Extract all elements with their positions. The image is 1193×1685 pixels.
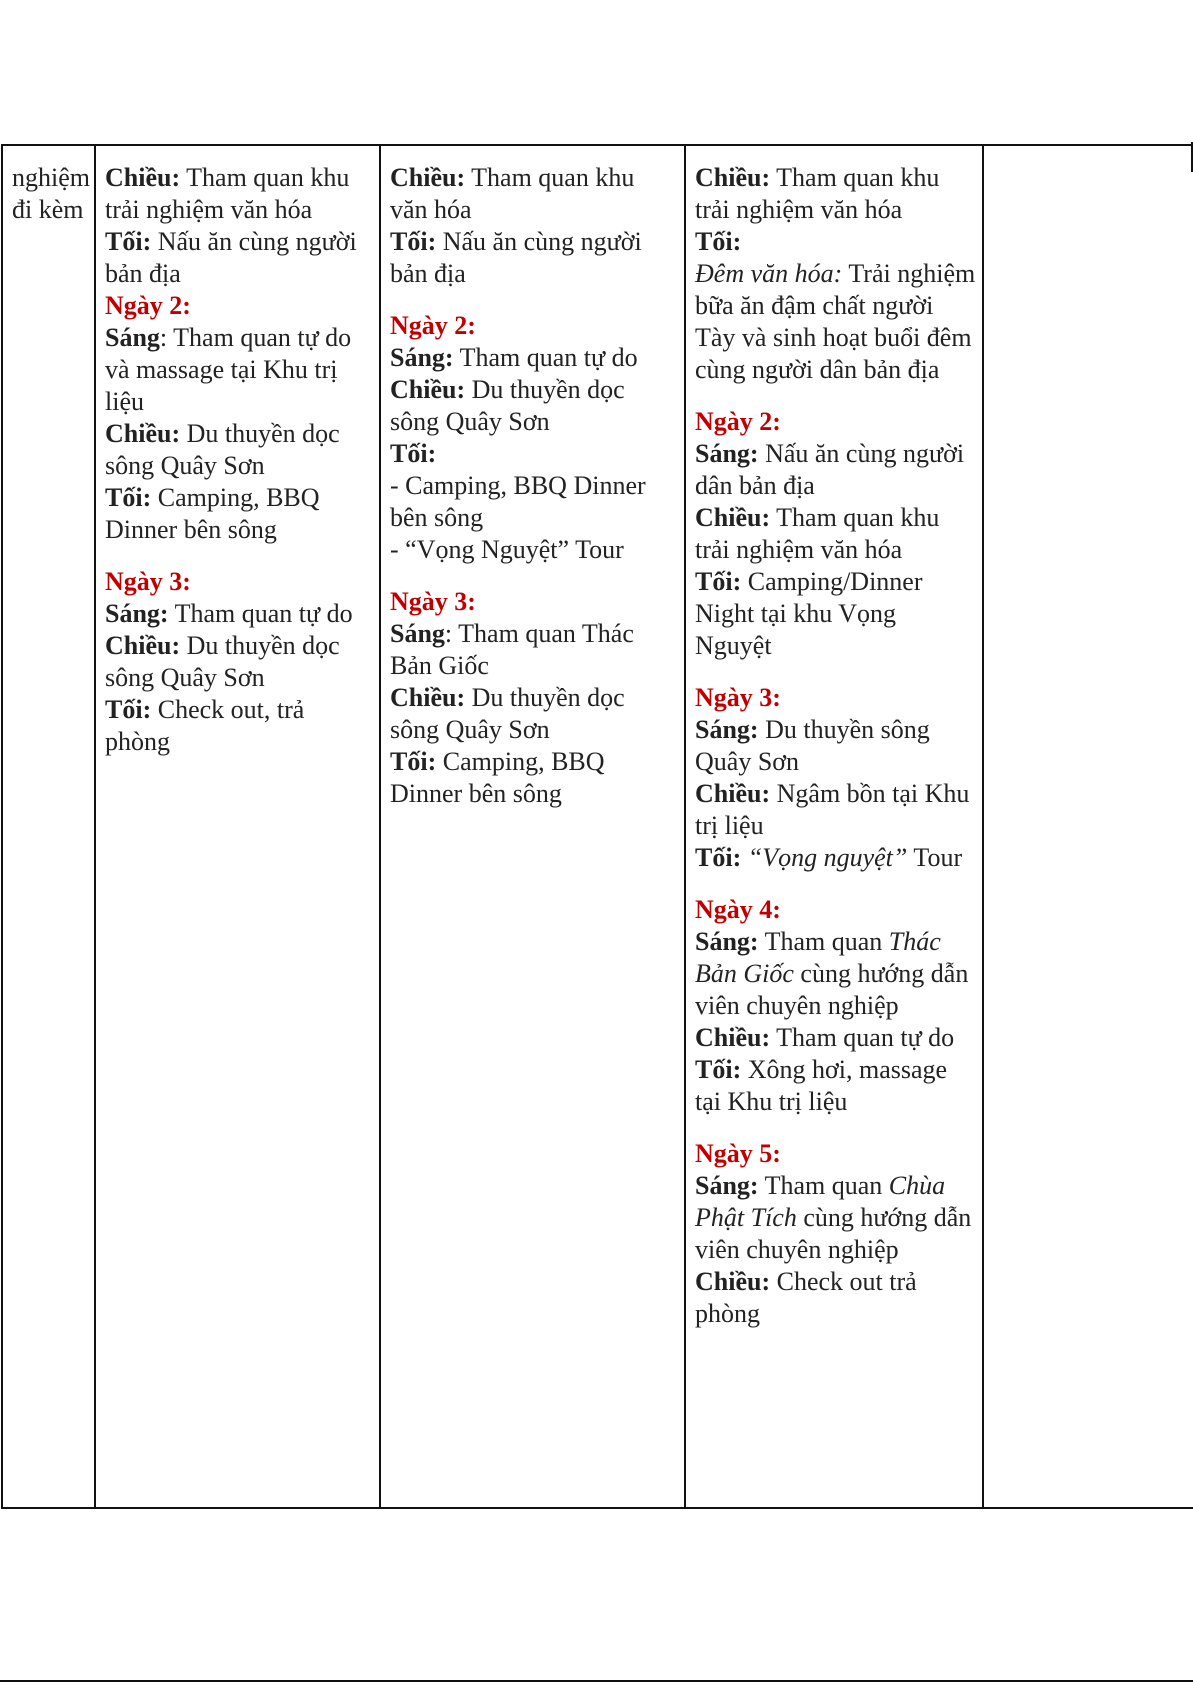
text-toi: Tour [907,843,963,872]
text-toi: Xông hơi, massage tại Khu trị liệu [695,1055,948,1116]
cell-tour-3 [685,145,983,1508]
day-heading: Ngày 2: [105,291,191,320]
label-chieu: Chiều: [390,683,466,712]
text-sang: Nấu ăn cùng người dân bản địa [695,439,965,500]
page-bottom-rule [0,1680,1193,1682]
text-chieu: Du thuyền dọc sông Quây Sơn [105,419,340,480]
day-heading: Ngày 5: [695,1139,781,1168]
text-sang: : Tham quan tự do và massage tại Khu trị liệu [105,323,352,416]
itinerary-table [1,144,1193,1509]
day-heading: Ngày 4: [695,895,781,924]
text-chieu: Ngâm bồn tại Khu trị liệu [695,779,970,840]
text-toi: Trải nghiệm bữa ăn đậm chất người Tày và sinh hoạt buổi đêm cùng người dân bản địa [695,259,976,384]
table-row [2,145,1193,1508]
label-chieu: Chiều: [695,503,771,532]
text-sang: cùng hướng dẫn viên chuyên nghiệp [695,959,969,1020]
text-toi: Camping, BBQ Dinner bên sông [390,747,605,808]
label-sang: Sáng: [695,1171,759,1200]
label-toi: Tối: [695,227,742,256]
label-sang: Sáng: [105,599,169,628]
day-heading: Ngày 3: [105,567,191,596]
text-sang: Tham quan [758,927,889,956]
text-sang: Tham quan tự do [168,599,353,628]
text-chieu: Check out trả phòng [695,1267,917,1328]
label-sang: Sáng: [695,715,759,744]
row-label-text: nghiệm đi kèm [12,163,90,224]
day-heading: Ngày 2: [390,311,476,340]
text-sang: Tham quan [758,1171,889,1200]
text-chieu: Du thuyền dọc sông Quây Sơn [390,683,625,744]
label-toi: Tối: [390,439,437,468]
text-chieu: Tham quan tự do [770,1023,955,1052]
label-chieu: Chiều: [105,631,181,660]
label-chieu: Chiều: [695,1267,771,1296]
day-heading: Ngày 2: [695,407,781,436]
text-sang: Tham quan tự do [453,343,638,372]
label-toi: Tối: [695,1055,742,1084]
label-toi: Tối: [695,843,742,872]
label-toi: Tối: [105,695,152,724]
label-toi: Tối: [105,227,152,256]
cell-tour-1 [95,145,380,1508]
label-chieu: Chiều: [695,163,771,192]
list-item: - “Vọng Nguyệt” Tour [390,535,624,564]
day-heading: Ngày 3: [390,587,476,616]
label-sang: Sáng [390,619,445,648]
text-chieu: Tham quan khu trải nghiệm văn hóa [695,503,940,564]
text-toi: Nấu ăn cùng người bản địa [390,227,642,288]
label-chieu: Chiều: [390,375,466,404]
text-chieu: Tham quan khu văn hóa [390,163,635,224]
italic-title: “Vọng nguyệt” [747,843,908,872]
label-toi: Tối: [390,227,437,256]
label-chieu: Chiều: [695,779,771,808]
label-toi: Tối: [695,567,742,596]
label-chieu: Chiều: [695,1023,771,1052]
cell-tour-2 [380,145,685,1508]
label-chieu: Chiều: [105,419,181,448]
text-toi: Camping/Dinner Night tại khu Vọng Nguyệt [695,567,923,660]
text-chieu: Tham quan khu trải nghiệm văn hóa [695,163,940,224]
text-sang: cùng hướng dẫn viên chuyên nghiệp [695,1203,972,1264]
label-sang: Sáng: [695,439,759,468]
label-toi: Tối: [105,483,152,512]
text-sang: : Tham quan Thác Bản Giốc [390,619,634,680]
italic-place: Chùa Phật Tích [695,1171,946,1232]
label-chieu: Chiều: [105,163,181,192]
text-chieu: Du thuyền dọc sông Quây Sơn [105,631,340,692]
label-sang: Sáng: [390,343,454,372]
label-chieu: Chiều: [390,163,466,192]
cell-empty [983,145,1193,1508]
text-toi: Camping, BBQ Dinner bên sông [105,483,320,544]
italic-title: Đêm văn hóa: [695,259,843,288]
italic-place: Thác Bản Giốc [695,927,941,988]
list-item: - Camping, BBQ Dinner bên sông [390,471,646,532]
text-toi: Nấu ăn cùng người bản địa [105,227,357,288]
label-sang: Sáng: [695,927,759,956]
text-chieu: Tham quan khu trải nghiệm văn hóa [105,163,350,224]
day-heading: Ngày 3: [695,683,781,712]
text-sang: Du thuyền sông Quây Sơn [695,715,930,776]
text-chieu: Du thuyền dọc sông Quây Sơn [390,375,625,436]
label-sang: Sáng [105,323,160,352]
label-toi: Tối: [390,747,437,776]
text-toi: Check out, trả phòng [105,695,305,756]
cell-label [2,145,95,1508]
